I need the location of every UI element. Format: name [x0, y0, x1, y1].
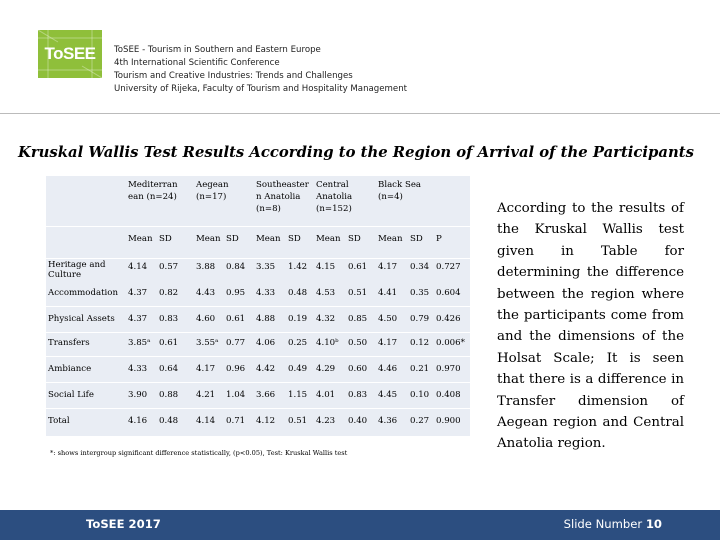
table-footnote: *: shows intergroup significant difference statistically, (p<0.05), Test: Kruskal Wallis test: [50, 449, 348, 457]
table-cell: 4.17: [378, 262, 398, 272]
table-group-header: Aegean: [196, 180, 229, 190]
table-cell: 0.727: [436, 262, 461, 272]
table-cell: 0.95: [226, 288, 246, 298]
table-cell: 4.37: [128, 288, 148, 298]
table-cell: 0.61: [348, 262, 368, 272]
table-cell: 4.32: [316, 314, 336, 324]
table-cell: 4.21: [196, 390, 216, 400]
slide-number-label: Slide Number: [563, 517, 643, 531]
table-cell: 4.41: [378, 288, 398, 298]
table-cell: 4.43: [196, 288, 216, 298]
table-row-label: Total: [48, 416, 70, 426]
table-column-header: Mean: [316, 234, 341, 244]
table-cell: 0.12: [410, 338, 430, 348]
table-column-header: SD: [159, 234, 172, 244]
table-cell: 0.900: [436, 416, 461, 426]
table-cell: 3.90: [128, 390, 148, 400]
table-cell: 4.10ᵇ: [316, 338, 339, 348]
table-cell: 4.17: [378, 338, 398, 348]
table-column-header: SD: [226, 234, 239, 244]
table-cell: 0.19: [288, 314, 308, 324]
table-cell: 0.970: [436, 364, 461, 374]
table-cell: 0.34: [410, 262, 430, 272]
table-group-header: Anatolia: [316, 192, 353, 202]
table-cell: 0.61: [226, 314, 246, 324]
table-cell: 0.77: [226, 338, 246, 348]
table-cell: 0.426: [436, 314, 461, 324]
header-divider: [0, 113, 720, 114]
table-group-header: (n=4): [378, 192, 403, 202]
table-cell: 4.42: [256, 364, 276, 374]
conference-header: [114, 44, 407, 96]
header-line: 4th International Scientific Conference: [114, 58, 280, 68]
table-cell: 4.33: [128, 364, 148, 374]
table-cell: 0.96: [226, 364, 246, 374]
table-row-separator: [46, 226, 470, 227]
table-cell: 0.57: [159, 262, 179, 272]
table-cell: 0.79: [410, 314, 430, 324]
table-cell: 0.61: [159, 338, 179, 348]
table-cell: 0.48: [159, 416, 179, 426]
table-cell: 0.51: [348, 288, 368, 298]
table-cell: 0.51: [288, 416, 308, 426]
table-group-header: Central: [316, 180, 349, 190]
table-cell: 3.88: [196, 262, 216, 272]
table-cell: 4.14: [128, 262, 148, 272]
results-table: [46, 176, 470, 436]
table-row-label: Transfers: [48, 338, 90, 348]
table-cell: 0.604: [436, 288, 461, 298]
table-cell: 4.33: [256, 288, 276, 298]
table-cell: 0.71: [226, 416, 246, 426]
table-row-separator: [46, 258, 470, 259]
table-group-header: Black Sea: [378, 180, 422, 190]
table-group-header: Southeaster: [256, 180, 309, 190]
table-cell: 0.40: [348, 416, 368, 426]
table-column-header: Mean: [256, 234, 281, 244]
table-cell: 3.55ᵃ: [196, 338, 219, 348]
table-cell: 4.50: [378, 314, 398, 324]
table-group-header: Mediterran: [128, 180, 178, 190]
tosee-logo: [38, 30, 102, 78]
table-row-label: Culture: [48, 270, 82, 280]
table-cell: 1.15: [288, 390, 308, 400]
table-cell: 4.23: [316, 416, 336, 426]
table-cell: 0.50: [348, 338, 368, 348]
table-column-header: SD: [288, 234, 301, 244]
header-line: Tourism and Creative Industries: Trends and Challenges: [114, 71, 353, 81]
table-cell: 0.82: [159, 288, 179, 298]
table-cell: 0.85: [348, 314, 368, 324]
table-row-separator: [46, 408, 470, 409]
header-line: University of Rijeka, Faculty of Tourism and Hospitality Management: [114, 84, 408, 94]
table-group-header: (n=8): [256, 204, 281, 214]
table-cell: 0.006*: [436, 338, 465, 348]
table-cell: 3.35: [256, 262, 276, 272]
table-cell: 0.27: [410, 416, 430, 426]
footer-conference-label: ToSEE 2017: [86, 517, 161, 531]
table-column-header: SD: [410, 234, 423, 244]
slide-title: Kruskal Wallis Test Results According to the Region of Arrival of the Participants: [18, 144, 694, 161]
slide-number: [564, 517, 662, 531]
table-column-header: P: [436, 234, 442, 244]
table-cell: 0.60: [348, 364, 368, 374]
table-cell: 4.12: [256, 416, 276, 426]
table-cell: 1.04: [226, 390, 246, 400]
table-cell: 4.29: [316, 364, 336, 374]
table-cell: 4.16: [128, 416, 148, 426]
table-cell: 4.36: [378, 416, 398, 426]
logo-text: ToSEE: [44, 44, 96, 63]
table-cell: 0.35: [410, 288, 430, 298]
table-cell: 0.84: [226, 262, 246, 272]
table-cell: 1.42: [288, 262, 308, 272]
table-row-label: Physical Assets: [48, 314, 115, 324]
table-cell: 0.408: [436, 390, 461, 400]
table-cell: 3.66: [256, 390, 276, 400]
table-cell: 0.83: [348, 390, 368, 400]
table-cell: 4.14: [196, 416, 216, 426]
table-cell: 4.60: [196, 314, 216, 324]
table-column-header: SD: [348, 234, 361, 244]
table-cell: 4.15: [316, 262, 336, 272]
table-row-label: Accommodation: [48, 288, 119, 298]
table-cell: 0.25: [288, 338, 308, 348]
table-cell: 3.85ᵃ: [128, 338, 151, 348]
table-cell: 0.88: [159, 390, 179, 400]
explanation-paragraph: According to the results of the Kruskal Wallis test given in Table for determining the difference between the region where the participants come from and the dimensions of the Holsat Scale; It is seen that there is a difference in Transfer dimension of Aegean region and Central Anatolia region.: [497, 201, 684, 452]
table-cell: 4.53: [316, 288, 336, 298]
table-row-separator: [46, 382, 470, 383]
table-cell: 0.10: [410, 390, 430, 400]
table-cell: 0.49: [288, 364, 308, 374]
table-cell: 4.37: [128, 314, 148, 324]
table-column-header: Mean: [196, 234, 221, 244]
table-cell: 4.46: [378, 364, 398, 374]
table-row-label: Ambiance: [48, 364, 92, 374]
table-group-header: (n=152): [316, 204, 352, 214]
table-row-separator: [46, 306, 470, 307]
table-cell: 0.48: [288, 288, 308, 298]
table-cell: 4.88: [256, 314, 276, 324]
table-cell: 4.01: [316, 390, 336, 400]
table-cell: 4.45: [378, 390, 398, 400]
table-row-separator: [46, 332, 470, 333]
table-column-header: Mean: [378, 234, 403, 244]
table-cell: 4.17: [196, 364, 216, 374]
table-row-label: Social Life: [48, 390, 94, 400]
table-cell: 0.83: [159, 314, 179, 324]
slide-number-value: 10: [645, 517, 662, 531]
table-row-separator: [46, 356, 470, 357]
table-cell: 0.21: [410, 364, 430, 374]
table-column-header: Mean: [128, 234, 153, 244]
table-group-header: (n=17): [196, 192, 227, 202]
table-group-header: n Anatolia: [256, 192, 301, 202]
table-cell: 4.06: [256, 338, 276, 348]
table-group-header: ean (n=24): [128, 192, 177, 202]
table-cell: 0.64: [159, 364, 179, 374]
table-row-label: Heritage and: [48, 260, 106, 270]
header-line: ToSEE - Tourism in Southern and Eastern Europe: [114, 45, 321, 55]
